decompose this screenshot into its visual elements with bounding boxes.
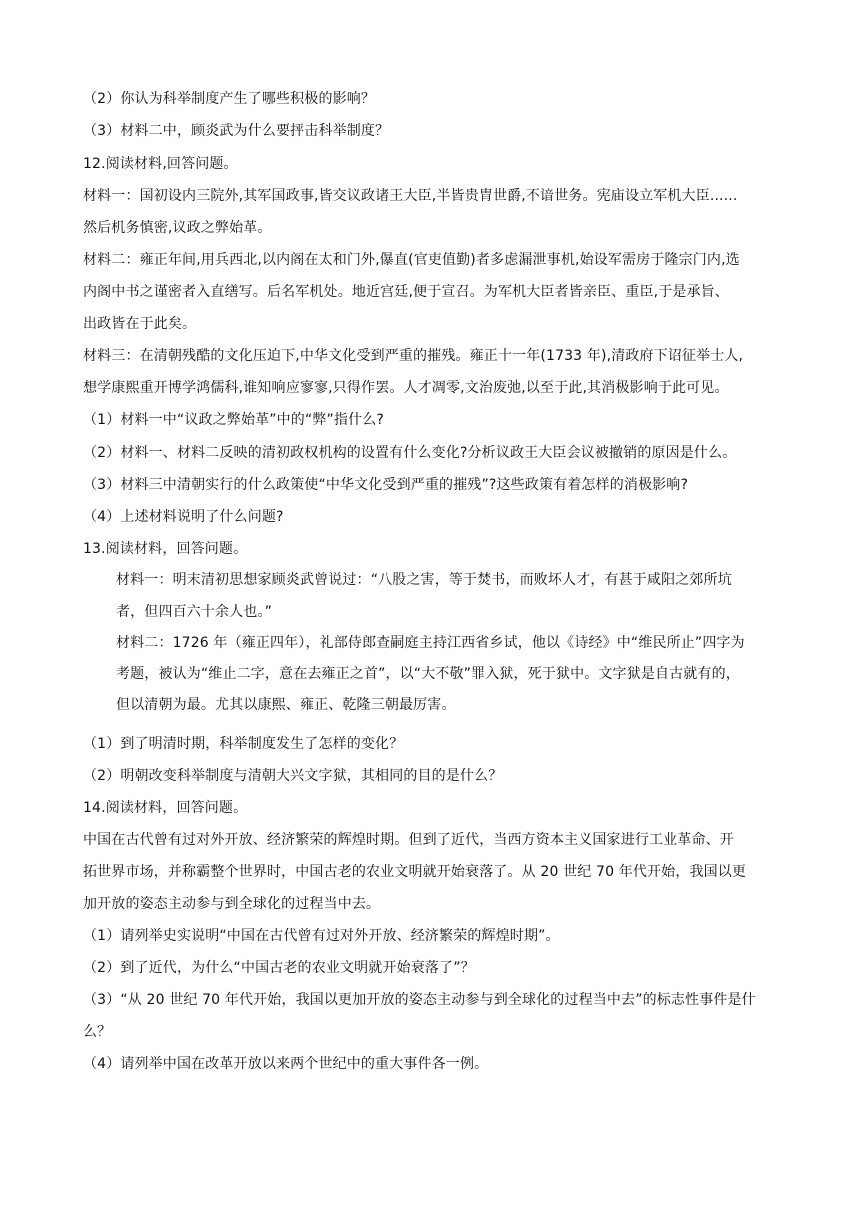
- q14-passage-line1: 中国在古代曾有过对外开放、经济繁荣的辉煌时期。但到了近代，当西方资本主义国家进行工业革命、开: [83, 832, 734, 848]
- q11-sub2: （2）你认为科举制度产生了哪些积极的影响？: [83, 91, 376, 107]
- q13-material1-line2: 者，但四百六十余人也。”: [116, 604, 273, 620]
- q12-material2-line2: 内阁中书之谨密者入直缮写。后名军机处。地近宫廷,便于宣召。为军机大臣者皆亲臣、重臣,于是承旨、: [83, 284, 729, 300]
- q12-material3-line2: 想学康熙重开博学鸿儒科,谁知响应寥寥,只得作罢。人才凋零,文治废弛,以至于此,其消极影响于此可见。: [83, 380, 729, 396]
- q13-material2-line3: 但以清朝为最。尤其以康熙、雍正、乾隆三朝最厉害。: [116, 697, 456, 713]
- q14-passage-line3: 加开放的姿态主动参与到全球化的过程当中去。: [83, 896, 381, 912]
- q12-material2-line3: 出政皆在于此矣。: [83, 316, 197, 332]
- q12-material3-line1: 材料三：在清朝残酷的文化压迫下,中华文化受到严重的摧残。雍正十一年(1733 年),清政府下诏征举士人,: [83, 348, 744, 364]
- q12-sub2: （2）材料一、材料二反映的清初政权机构的设置有什么变化?分析议政王大臣会议被撤销的原因是什么。: [83, 445, 737, 461]
- q14-sub3-line2: 么？: [83, 1024, 112, 1040]
- q12-sub4: （4）上述材料说明了什么问题?: [83, 509, 284, 525]
- q12-material1-line1: 材料一：国初设内三院外,其军国政事,皆交议政诸王大臣,半皆贵胄世爵,不谙世务。宪庙设立军机大臣......: [83, 188, 738, 204]
- q13-material2-line1: 材料二：1726 年（雍正四年），礼部侍郎查嗣庭主持江西省乡试，他以《诗经》中“维民所止”四字为: [116, 635, 745, 651]
- q14-sub2: （2）到了近代，为什么“中国古老的农业文明就开始衰落了”？: [83, 960, 475, 976]
- q14-sub1: （1）请列举史实说明“中国在古代曾有过对外开放、经济繁荣的辉煌时期”。: [83, 928, 560, 944]
- q12-material1-line2: 然后机务慎密,议政之弊始革。: [83, 220, 272, 236]
- q13-material1-line1: 材料一：明末清初思想家顾炎武曾说过：“八股之害，等于焚书，而败坏人才，有甚于咸阳之郊所坑: [116, 572, 732, 588]
- q12-sub3: （3）材料三中清朝实行的什么政策使“中华文化受到严重的摧残”?这些政策有着怎样的消极影响?: [83, 477, 689, 493]
- q12-heading: 12.阅读材料,回答问题。: [83, 156, 238, 172]
- q13-material2-line2: 考题，被认为“维止二字，意在去雍正之首”，以“大不敬”罪入狱，死于狱中。文字狱是自古就有的，: [116, 666, 740, 682]
- q14-passage-line2: 拓世界市场，并称霸整个世界时，中国古老的农业文明就开始衰落了。从 20 世纪 70 年代开始，我国以更: [83, 864, 747, 880]
- q14-sub4: （4）请列举中国在改革开放以来两个世纪中的重大事件各一例。: [83, 1056, 489, 1072]
- q13-sub2: （2）明朝改变科举制度与清朝大兴文字狱，其相同的目的是什么？: [83, 768, 503, 784]
- q13-heading: 13.阅读材料，回答问题。: [83, 541, 248, 557]
- q13-sub1: （1）到了明清时期，科举制度发生了怎样的变化？: [83, 736, 404, 752]
- q14-sub3-line1: （3）“从 20 世纪 70 年代开始，我国以更加开放的姿态主动参与到全球化的过程当中去”的标志性事件是什: [83, 992, 756, 1008]
- q12-material2-line1: 材料二：雍正年间,用兵西北,以内阁在太和门外,儤直(官吏值勤)者多虑漏泄事机,始设军需房于隆宗门内,选: [83, 252, 740, 268]
- q14-heading: 14.阅读材料，回答问题。: [83, 800, 248, 816]
- q11-sub3: （3）材料二中，顾炎武为什么要抨击科举制度？: [83, 123, 390, 139]
- q12-sub1: （1）材料一中“议政之弊始革”中的“弊”指什么?: [83, 412, 384, 428]
